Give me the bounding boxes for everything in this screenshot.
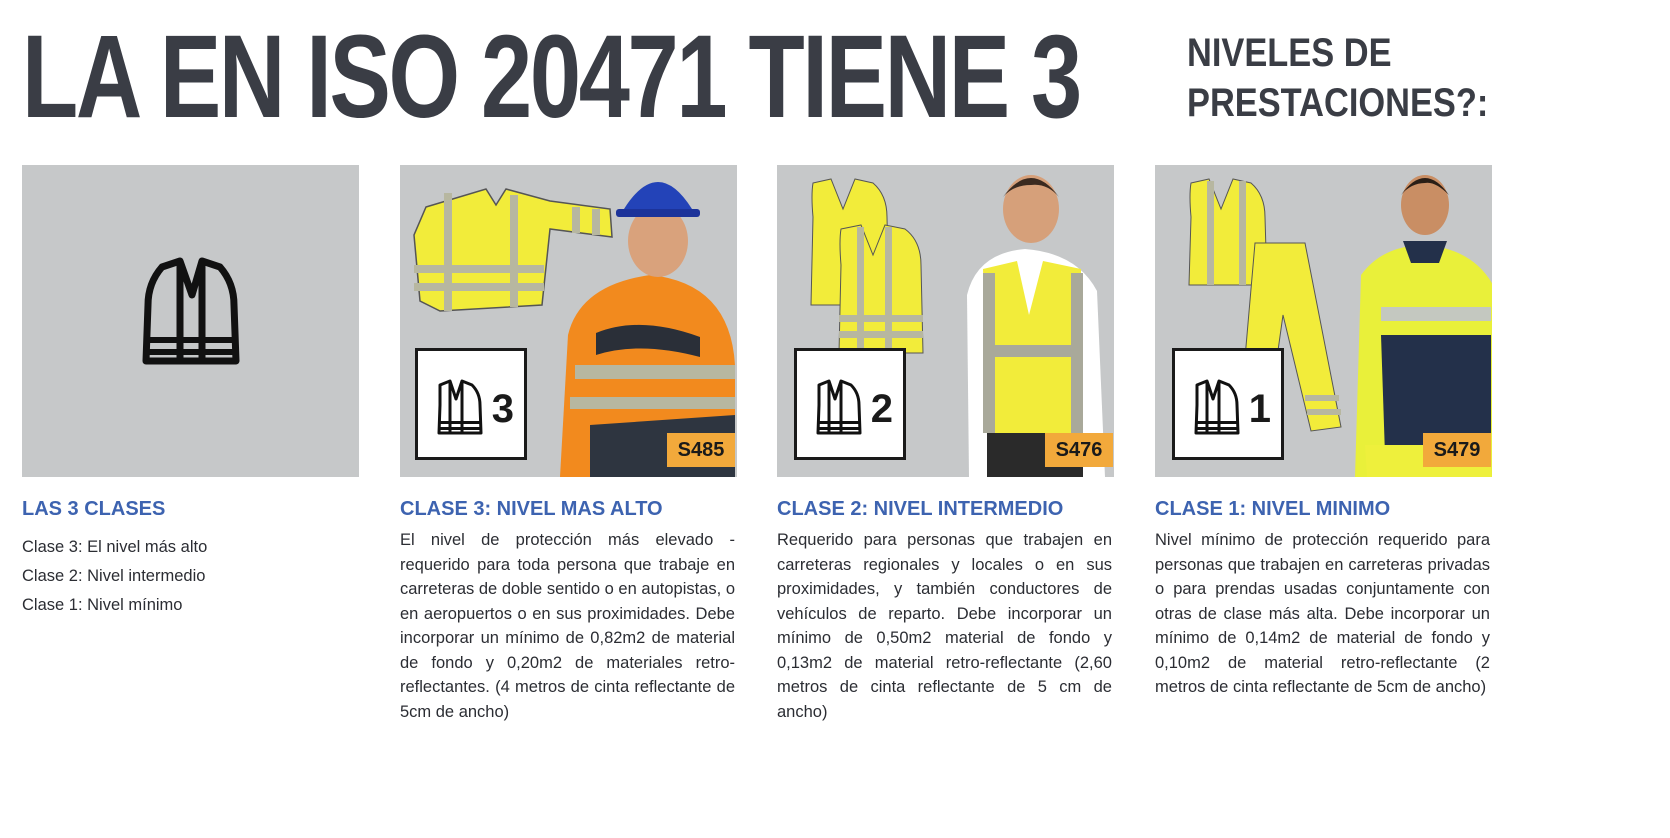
classes-summary-heading: LAS 3 CLASES (22, 498, 166, 520)
en-iso-logo-panel (22, 165, 359, 477)
class-2-badge (794, 348, 906, 460)
class-1-badge (1172, 348, 1284, 460)
class-3-description: El nivel de protección más elevado - requerido para toda persona que trabaje en carreteras de doble sentido o en autopistas, o en aeropuertos o en sus proximidades. Debe incorporar un mínimo de 0,82m2 de material de fondo y 0,20m2 de materiales retro-reflectantes. (4 metros de cinta reflectante de 5cm de ancho) (400, 531, 735, 721)
class-3-product-code: S485 (667, 433, 735, 467)
class-1-description: Nivel mínimo de protección requerido para personas que trabajen en carreteras privadas o para prendas usadas conjuntamente con otras de clase más alta. Debe incorporar un mínimo de 0,14m2 de material de fondo y 0,10m2 de material retro-reflectante (2 metros de cinta reflectante de 5cm de ancho) (1155, 531, 1490, 696)
page-title: LA EN ISO 20471 TIENE 3 (22, 11, 1080, 143)
page-subtitle (1187, 28, 1488, 128)
list-item: Clase 2: Nivel intermedio (22, 567, 206, 585)
class-1-heading: CLASE 1: NIVEL MINIMO (1155, 498, 1391, 520)
class-2-badge-number: 2 (870, 387, 893, 431)
list-item: Clase 3: El nivel más alto (22, 538, 208, 556)
vests-illustration (811, 179, 923, 353)
class-2-heading: CLASE 2: NIVEL INTERMEDIO (777, 498, 1064, 520)
vest-outline-icon (22, 165, 359, 477)
class-2-product-code: S476 (1045, 433, 1113, 467)
worker-photo-class-2 (967, 175, 1105, 477)
class-1-product-code: S479 (1423, 433, 1491, 467)
class-3-badge (415, 348, 527, 460)
list-item: Clase 1: Nivel mínimo (22, 596, 183, 614)
worker-photo-class-1 (1355, 175, 1492, 477)
classes-summary-list (22, 533, 207, 620)
subtitle-line-1: NIVELES DE (1187, 31, 1392, 75)
class-2-description: Requerido para personas que trabajen en carreteras regionales y locales o en sus proximidades, y también conductores de vehículos de reparto. Debe incorporar un mínimo de 0,50m2 material de fondo y 0,13m2 de material retro-reflectante (2,60 metros de cinta reflectante de 5 cm de ancho) (777, 531, 1112, 721)
class-1-badge-number: 1 (1248, 387, 1271, 431)
class-3-heading: CLASE 3: NIVEL MAS ALTO (400, 498, 663, 520)
class-3-badge-number: 3 (491, 387, 514, 431)
jacket-illustration (414, 189, 612, 311)
subtitle-line-2: PRESTACIONES?: (1187, 81, 1489, 125)
